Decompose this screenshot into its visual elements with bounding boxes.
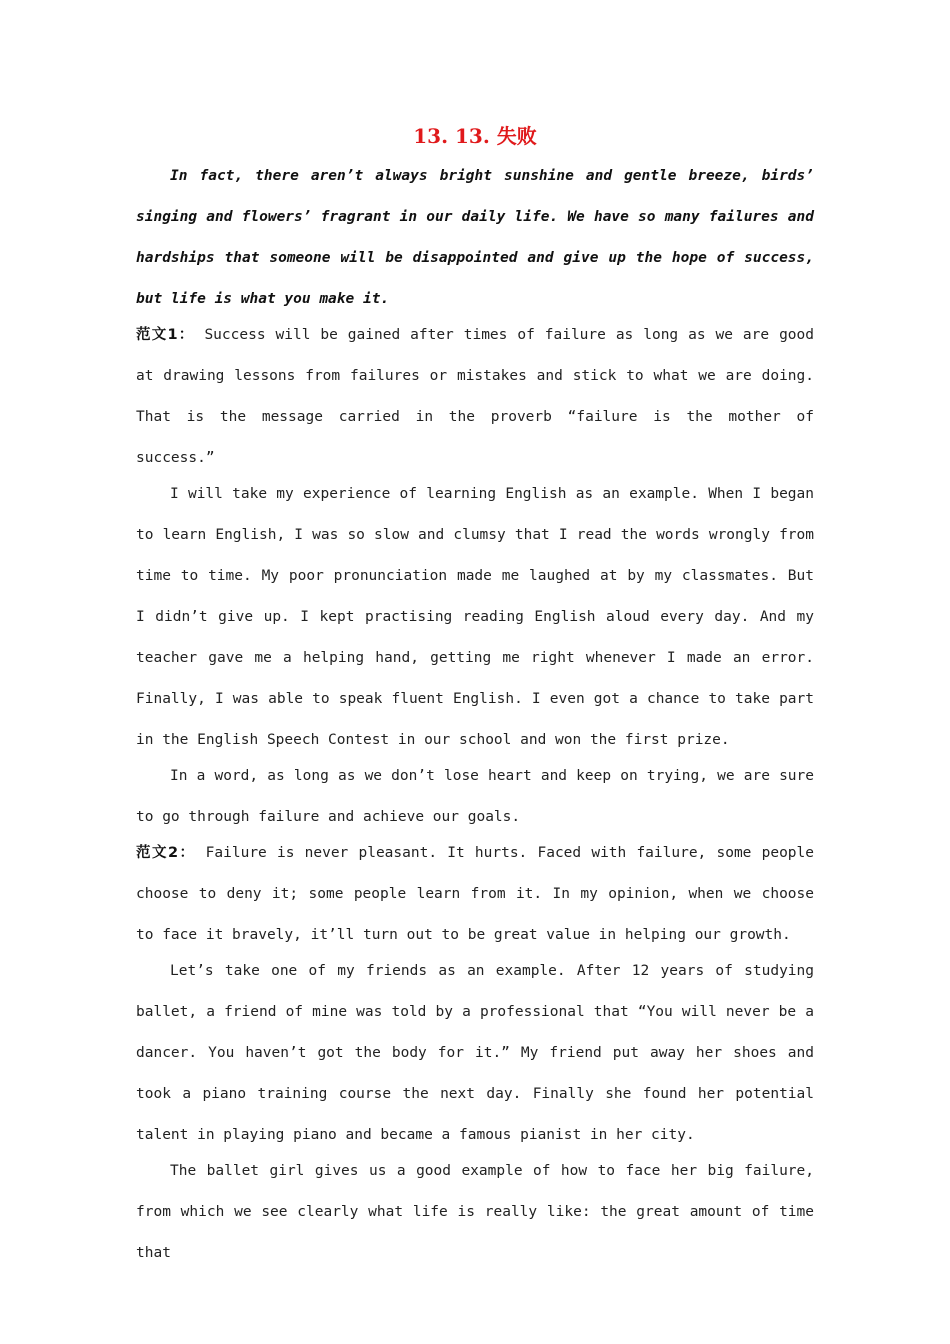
essay2-p1-text: Failure is never pleasant. It hurts. Faced with failure, some people choose to deny it; some people learn from it. In my opinion, when we choose to face it bravely, it’ll turn out to be great value in helping our growth. [136,845,814,943]
essay1-paragraph-2: I will take my experience of learning English as an example. When I began to learn English, I was so slow and clumsy that I read the words wrongly from time to time. My poor pronunciation made me laughed at by my classmates. But I didn’t give up. I kept practising reading English aloud every day. And my teacher gave me a helping hand, getting me right whenever I made an error. Finally, I was able to speak fluent English. I even got a chance to take part in the English Speech Contest in our school and won the first prize. [136,486,814,748]
document-title: 13. 13. 失败 [413,124,537,148]
intro-paragraph: In fact, there aren’t always bright sunshine and gentle breeze, birds’ singing and flowers’ fragrant in our daily life. We have so many failures and hardships that someone will be disappointed and give up the hope of success, but life is what you make it. [136,168,814,307]
essay1-paragraph-3: In a word, as long as we don’t lose heart and keep on trying, we are sure to go through failure and achieve our goals. [136,768,814,825]
essay2-paragraph-3: The ballet girl gives us a good example of how to face her big failure, from which we see clearly what life is really like: the great amount of time that [136,1163,814,1261]
document-page [136,118,814,1274]
essay1-label: 范文1： [136,327,195,343]
essay1-paragraph-1 [136,315,814,479]
essay2-label: 范文2： [136,845,196,861]
essay2-paragraph-2: Let’s take one of my friends as an example. After 12 years of studying ballet, a friend of mine was told by a professional that “You will never be a dancer. You haven’t got the body for it.” My friend put away her shoes and took a piano training course the next day. Finally she found her potential talent in playing piano and became a famous pianist in her city. [136,963,814,1143]
essay1-p1-text: Success will be gained after times of failure as long as we are good at drawing lessons from failures or mistakes and stick to what we are doing. That is the message carried in the proverb “failure is the mother of success.” [136,327,814,466]
essay2-paragraph-1 [136,833,814,956]
